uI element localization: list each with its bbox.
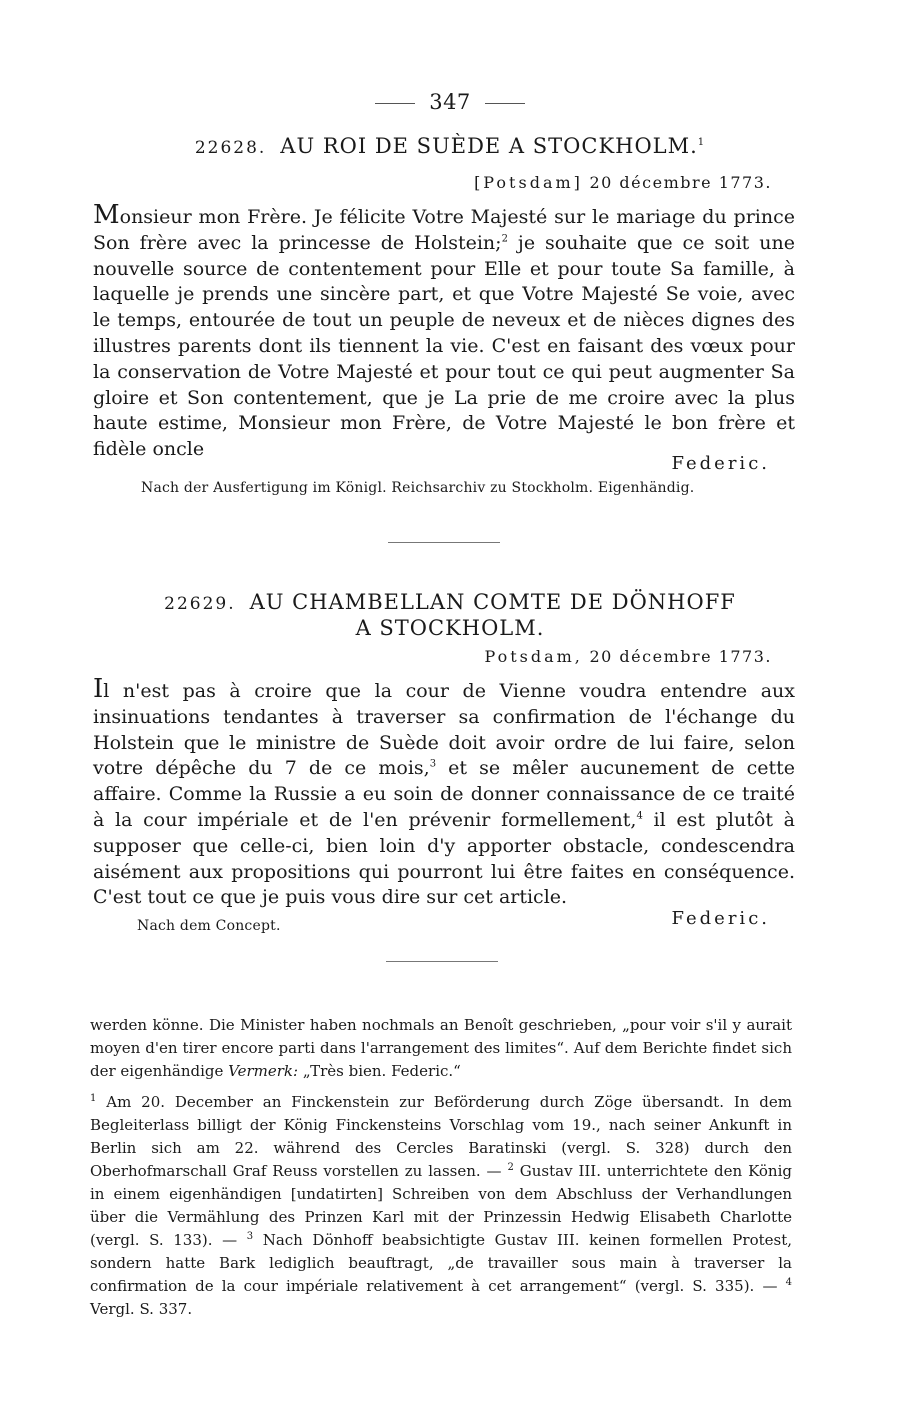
letter-1-title: [0, 134, 900, 158]
letter-2-source-note: Nach dem Concept.: [137, 918, 281, 934]
footnote-continuation-text-1: werden könne. Die Minister haben nochmals an Benoît geschrieben, „pour voir s'il y aurait moyen d'en tirer encore parti dans l'arrangement des limites“. Auf dem Berichte findet sich der eigenhändige: [90, 1016, 792, 1080]
letter-1-place: [Potsdam]: [474, 173, 583, 192]
letter-2-title: [0, 590, 900, 640]
letter-2-date: 20 décembre 1773.: [589, 647, 772, 666]
letter-2-footnote-mark-3: 3: [429, 759, 437, 771]
letter-1-date: 20 décembre 1773.: [589, 173, 772, 192]
letter-2-title-line-2: A STOCKHOLM.: [355, 616, 545, 640]
letter-2-body-part-1: l n'est pas à croire que la cour de Vienne voudra entendre aux insinuations tendantes à traverser sa confirmation de l'échange du Holstein que le ministre de Suède doit avoir ordre de lui faire, selon votre dépêche du 7 de ce mois,: [93, 680, 795, 780]
separator-rule-2: [386, 961, 498, 962]
letter-2-signature: Federic.: [671, 908, 770, 929]
footnote-2-mark: 2: [507, 1162, 514, 1173]
header-dash-right: [485, 103, 525, 104]
footnote-1-mark: 1: [90, 1093, 97, 1104]
footnote-4-text: Vergl. S. 337.: [90, 1300, 193, 1318]
letter-2-title-line-1: [0, 590, 900, 614]
letter-1-body: [93, 200, 795, 463]
footnote-1-text: Am 20. December an Finckenstein zur Beförderung durch Zöge übersandt. In dem Begleiterlass billigt der König Finckensteins Vorschlag vom 19., nach seiner Ankunft in Berlin sich am 22. während des Cercles Baratinski (vergl. S. 328) durch den Oberhofmarschall Graf Reuss vorstellen zu lassen. —: [90, 1093, 792, 1180]
footnote-notes: [90, 1091, 792, 1321]
footnote-2-text: Gustav III. unterrichtete den König in einem eigenhändigen [undatirten] Schreiben von dem Abschluss der Verhandlungen über die Vermählung des Prinzen Karl mit der Prinzessin Hedwig Elisabeth Charlotte (vergl. S. 133). —: [90, 1162, 792, 1249]
letter-2-dateline: [484, 647, 772, 666]
footnote-continuation-text-2: „Très bien. Federic.“: [298, 1062, 461, 1080]
separator-rule-1: [388, 542, 500, 543]
letter-2-body-part-3: il est plutôt à supposer que celle-ci, bien loin d'y apporter obstacle, condescendra aisément aux propositions qui pourront lui être faites en conséquence. C'est tout ce que je puis vous dire sur cet article.: [93, 808, 795, 909]
letter-2-number: 22629.: [164, 594, 236, 614]
footnote-4-mark: 4: [785, 1277, 792, 1288]
letter-1-dateline: [474, 173, 772, 192]
letter-1-footnote-mark-2: 2: [501, 233, 508, 245]
footnote-3-text: Nach Dönhoff beabsichtigte Gustav III. keinen formellen Protest, sondern hatte Bark lediglich beauftragt, „de travailler sous main à traverser la confirmation de la cour impériale relativement à cet arrangement“ (vergl. S. 335). —: [90, 1231, 792, 1295]
footnote-continuation: [90, 1014, 792, 1083]
letter-2-footnote-mark-4: 4: [636, 810, 643, 822]
header-dash-left: [375, 103, 415, 104]
letter-1-body-part-1: onsieur mon Frère. Je félicite Votre Majesté sur le mariage du prince Son frère avec la princesse de Holstein;: [93, 206, 795, 254]
footnotes-block: [90, 1014, 792, 1321]
letter-1-title-footnote-mark: 1: [697, 137, 706, 148]
letter-1-number: 22628.: [194, 138, 267, 158]
page-number: 347: [429, 90, 471, 114]
letter-1-title-text: AU ROI DE SUÈDE A STOCKHOLM.: [280, 134, 698, 158]
letter-2-body-part-2: et se mêler aucunement de cette affaire. Comme la Russie a eu soin de donner connaissance de ce traité à la cour impériale et de l'en prévenir formellement,: [93, 757, 795, 831]
footnote-vermerk: Vermerk:: [228, 1062, 299, 1080]
footnote-3-mark: 3: [246, 1231, 254, 1242]
letter-1-initial: M: [93, 200, 120, 230]
letter-2-body: [93, 674, 795, 911]
letter-2-place: Potsdam,: [484, 647, 583, 666]
letter-1-source-note: Nach der Ausfertigung im Königl. Reichsarchiv zu Stockholm. Eigenhändig.: [141, 480, 695, 496]
letter-1-signature: Federic.: [671, 453, 770, 474]
letter-2-initial: I: [93, 674, 104, 704]
letter-1-body-part-2: je souhaite que ce soit une nouvelle source de contentement pour Elle et pour toute Sa famille, à laquelle je prends une sincère part, et que Votre Majesté Se voie, avec le temps, entourée de tout un peuple de neveux et de nièces dignes des illustres parents dont ils tiennent la vie. C'est en faisant des vœux pour la conservation de Votre Majesté et pour tout ce qui peut augmenter Sa gloire et Son contentement, que je La prie de me croire avec la plus haute estime, Monsieur mon Frère, de Votre Majesté le bon frère et fidèle oncle: [93, 231, 795, 461]
page-header: [0, 90, 900, 114]
letter-2-title-text-1: AU CHAMBELLAN COMTE DE DÖNHOFF: [249, 590, 736, 614]
